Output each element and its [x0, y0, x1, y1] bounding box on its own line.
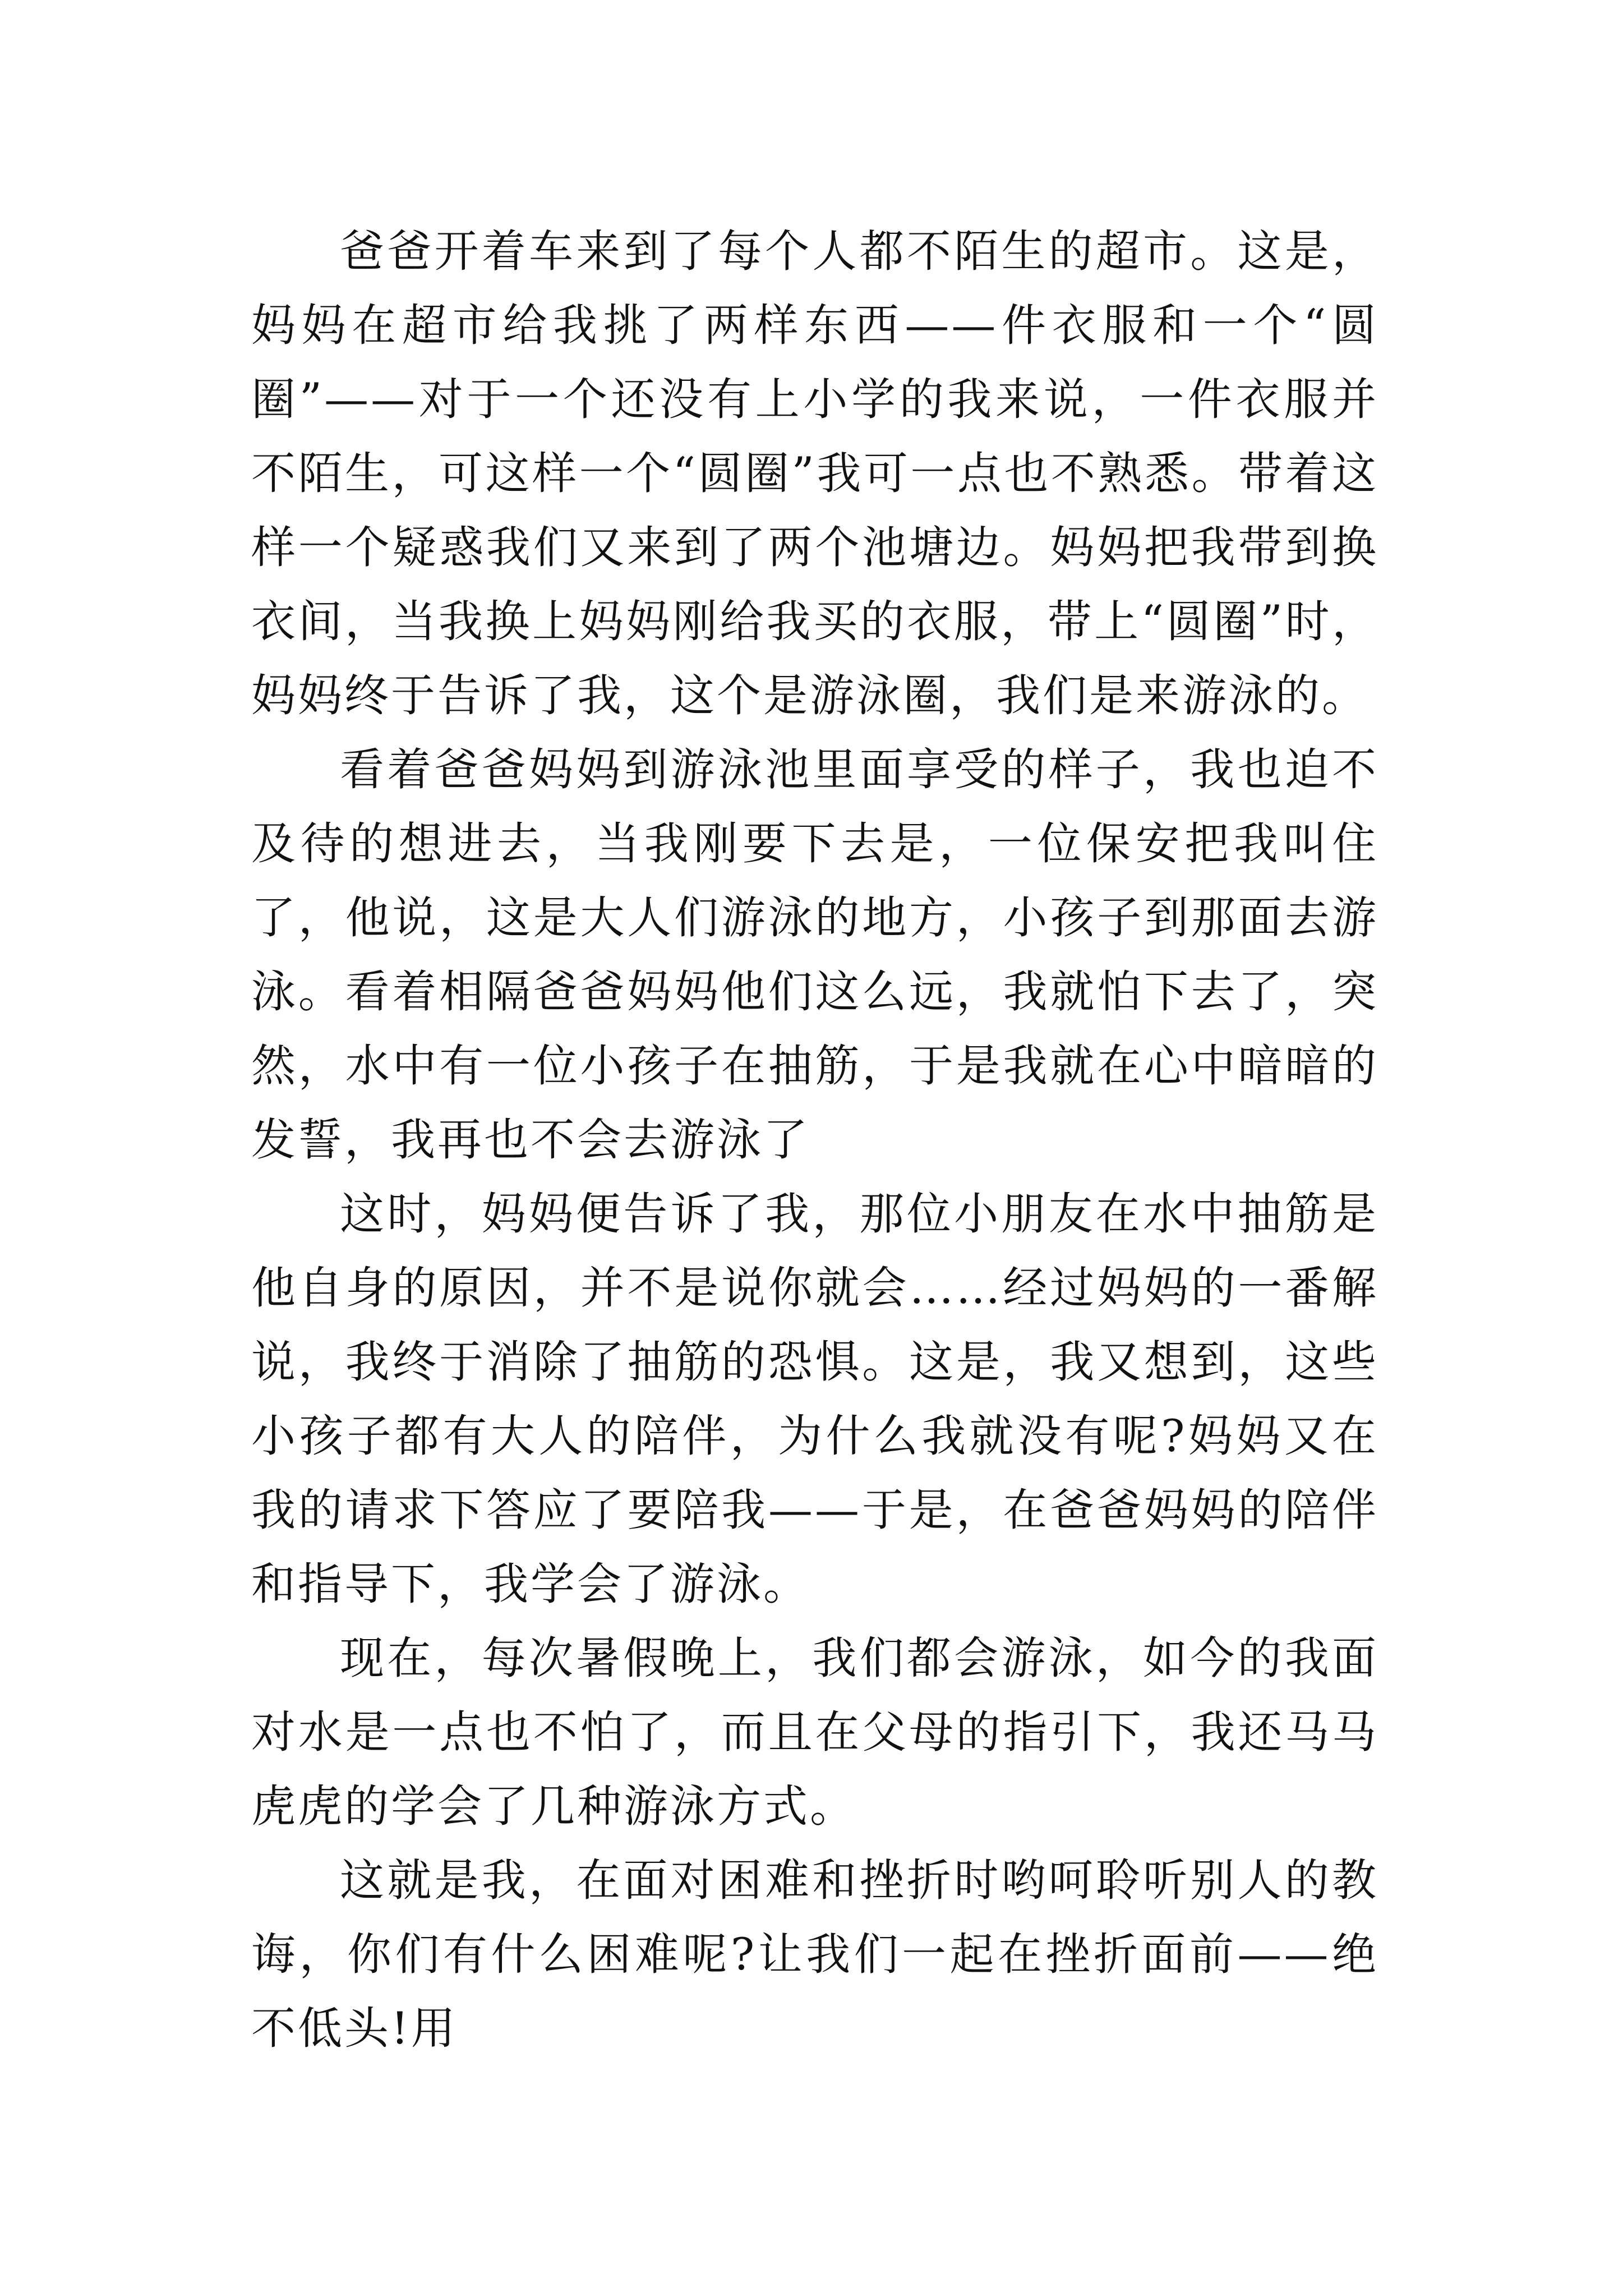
paragraph-4: 现在，每次暑假晚上，我们都会游泳，如今的我面对水是一点也不怕了，而且在父母的指引下，我还马马虎虎的学会了几种游泳方式。	[251, 1632, 1378, 1832]
paragraph-2: 看着爸爸妈妈到游泳池里面享受的样子，我也迫不及待的想进去，当我刚要下去是，一位保安把我叫住了，他说，这是大人们游泳的地方，小孩子到那面去游泳。看着相隔爸爸妈妈他们这么远，我就怕下去了，突然，水中有一位小孩子在抽筋，于是我就在心中暗暗的发誓，我再也不会去游泳了	[251, 744, 1378, 1166]
paragraph-5: 这就是我，在面对困难和挫折时哟呵聆听别人的教诲，你们有什么困难呢?让我们一起在挫折面前——绝不低头!用	[251, 1855, 1378, 2054]
essay-body	[251, 214, 1378, 2065]
paragraph-3: 这时，妈妈便告诉了我，那位小朋友在水中抽筋是他自身的原因，并不是说你就会……经过妈妈的一番解说，我终于消除了抽筋的恐惧。这是，我又想到，这些小孩子都有大人的陪伴，为什么我就没有呢?妈妈又在我的请求下答应了要陪我——于是，在爸爸妈妈的陪伴和指导下，我学会了游泳。	[251, 1188, 1378, 1610]
paragraph-1: 爸爸开着车来到了每个人都不陌生的超市。这是，妈妈在超市给我挑了两样东西——件衣服和一个“圆圈”——对于一个还没有上小学的我来说，一件衣服并不陌生，可这样一个“圆圈”我可一点也不熟悉。带着这样一个疑惑我们又来到了两个池塘边。妈妈把我带到换衣间，当我换上妈妈刚给我买的衣服，带上“圆圈”时，妈妈终于告诉了我，这个是游泳圈，我们是来游泳的。	[251, 226, 1378, 721]
